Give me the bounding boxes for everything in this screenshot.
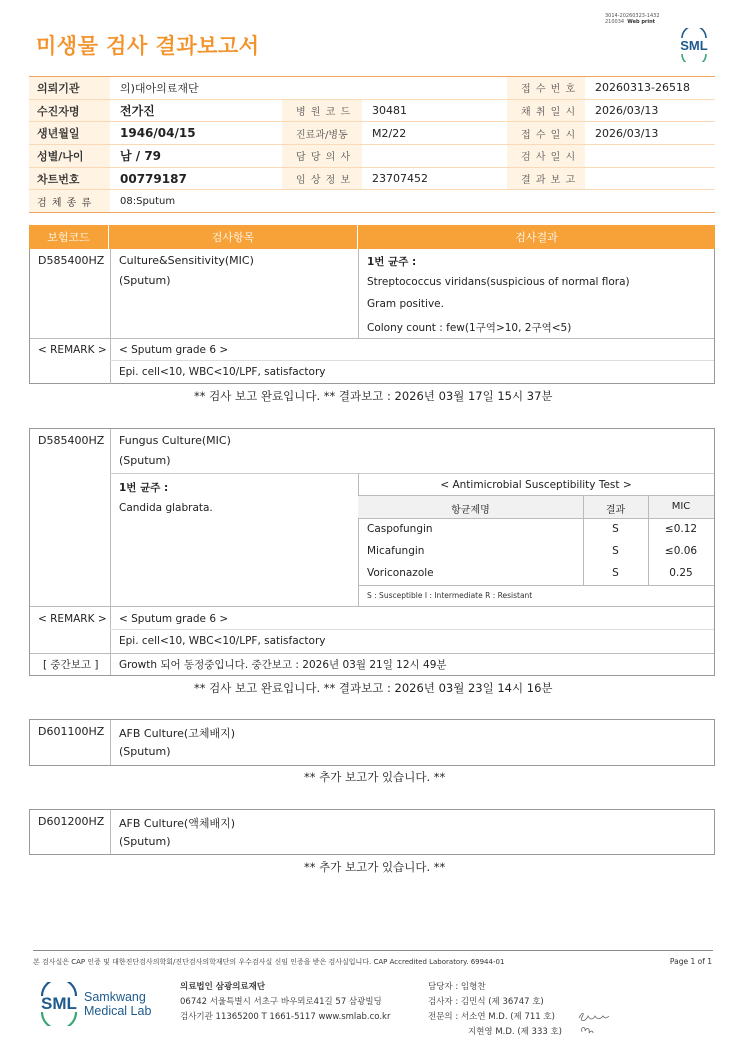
- sex-age-label: 성별/나이: [29, 145, 110, 167]
- ast-table: [358, 473, 714, 607]
- ast-col-drug: 항균제명: [451, 505, 490, 516]
- block2-organism: Candida glabrata.: [119, 502, 213, 514]
- logo-name-line2: Medical Lab: [84, 1004, 152, 1018]
- samkwang-wordmark: [84, 990, 151, 1018]
- patient-name-label: 수진자명: [29, 100, 110, 122]
- ast-drug: Voriconazole: [367, 567, 434, 579]
- signature-icon: [576, 1008, 612, 1038]
- receipt-no-value: 20260313-26518: [595, 81, 690, 95]
- collect-date-label: 채 취 일 시: [507, 100, 585, 122]
- block2-remark-detail: Epi. cell<10, WBC<10/LPF, satisfactory: [119, 635, 326, 647]
- document-code: [605, 13, 660, 25]
- ast-drug: Micafungin: [367, 545, 425, 557]
- ast-result: S: [612, 545, 619, 557]
- test-date-value: [585, 145, 715, 167]
- specimen-value: 08:Sputum: [120, 195, 176, 207]
- ast-mic: 0.25: [669, 567, 693, 579]
- block2-report-status: ** 검사 보고 완료입니다. ** 결과보고 : 2026년 03월 23일 14시 16분: [194, 681, 553, 695]
- block2-interim-text: Growth 되어 동정중입니다. 중간보고 : 2026년 03월 21일 12시 49분: [119, 659, 447, 671]
- chart-no-label: 차트번호: [29, 168, 110, 190]
- block1-remark-grade: < Sputum grade 6 >: [119, 344, 229, 356]
- ast-row: [358, 563, 714, 585]
- document-code-line1: 3014-20260323-1432: [605, 13, 660, 19]
- page-number: Page 1 of 1: [669, 957, 712, 966]
- block2-item-specimen: (Sputum): [119, 454, 171, 467]
- requester-label: 의뢰기관: [29, 77, 110, 99]
- report-value: [585, 168, 715, 190]
- ast-drug: Caspofungin: [367, 523, 433, 535]
- block1-strain-label: 1번 균주 :: [367, 256, 417, 268]
- block2-strain-label: 1번 균주 :: [119, 482, 169, 494]
- dob-value: 1946/04/15: [120, 126, 196, 141]
- ast-result: S: [612, 523, 619, 535]
- dob-label: 생년월일: [29, 122, 110, 144]
- patient-info-table: [29, 76, 715, 213]
- sml-logo-icon: [676, 28, 712, 62]
- block1-item-specimen: (Sputum): [119, 274, 171, 287]
- staff-info: [428, 980, 562, 1040]
- requester-value: 의)대아의료재단: [120, 81, 199, 95]
- company-contact: 검사기관 11365200 T 1661-5117 www.smlab.co.kr: [180, 1012, 391, 1022]
- clinical-info-label: 임 상 정 보: [282, 168, 362, 190]
- collect-date-value: 2026/03/13: [595, 104, 659, 118]
- result-block-culture-sensitivity: [29, 249, 715, 384]
- ast-result: S: [612, 567, 619, 579]
- patient-name-value: 전가진: [120, 104, 155, 119]
- sml-mark-text: SML: [41, 994, 77, 1013]
- block1-remark-label: < REMARK >: [38, 344, 107, 356]
- block3-item-name: AFB Culture(고체배지): [119, 727, 236, 740]
- cap-accreditation-note: 본 검사실은 CAP 인증 및 대한진단검사의학회/진단검사의학재단의 우수검사실 신임 인증을 받은 검사실입니다. CAP Accredited Laboratory. 69944-01: [33, 958, 505, 966]
- logo-name-line1: Samkwang: [84, 990, 146, 1004]
- ast-header-row: [358, 496, 714, 518]
- result-block-afb-liquid: [29, 809, 715, 855]
- block3-item-specimen: (Sputum): [119, 745, 171, 758]
- document-code-number: 210034: [605, 19, 625, 25]
- receipt-date-label: 접 수 일 시: [507, 122, 585, 144]
- block4-code: D601200HZ: [38, 815, 105, 828]
- block4-item-name: AFB Culture(액체배지): [119, 817, 236, 830]
- result-block-afb-solid: [29, 719, 715, 766]
- block2-remark-label: < REMARK >: [38, 613, 107, 625]
- ast-mic: ≤0.06: [664, 545, 698, 557]
- block1-gram: Gram positive.: [367, 298, 444, 310]
- block1-colony-count: Colony count : few(1구역>10, 2구역<5): [367, 322, 572, 334]
- staff-specialist-1: 전문의 : 서소연 M.D. (제 711 호): [428, 1012, 555, 1022]
- ast-row: [358, 541, 714, 563]
- hospital-code-value: 30481: [372, 104, 407, 118]
- staff-manager: 담당자 : 임형찬: [428, 982, 486, 992]
- ast-title: < Antimicrobial Susceptibility Test >: [440, 479, 632, 491]
- receipt-date-value: 2026/03/13: [595, 126, 659, 140]
- svg-text:SML: SML: [680, 38, 708, 53]
- company-address: 06742 서울특별시 서초구 바우뫼로41길 57 삼광빌딩: [180, 997, 382, 1007]
- ast-row: [358, 519, 714, 541]
- dept-label: 진료과/병동: [282, 122, 362, 144]
- report-label: 결 과 보 고: [507, 168, 585, 190]
- doctor-label: 담 당 의 사: [282, 145, 362, 167]
- header-insurance-code: 보험코드: [29, 225, 109, 249]
- ast-col-mic: MIC: [671, 501, 691, 512]
- block1-remark-detail: Epi. cell<10, WBC<10/LPF, satisfactory: [119, 366, 326, 378]
- web-print-tag: Web print: [627, 19, 656, 25]
- company-name: 의료법인 삼광의료재단: [180, 982, 266, 992]
- block4-report-status: ** 추가 보고가 있습니다. **: [304, 860, 446, 874]
- ast-legend: S : Susceptible I : Intermediate R : Resistant: [367, 591, 533, 600]
- ast-col-result: 결과: [605, 505, 626, 516]
- report-title: 미생물 검사 결과보고서: [36, 34, 260, 58]
- dept-value: M2/22: [372, 126, 407, 140]
- block2-remark-grade: < Sputum grade 6 >: [119, 613, 229, 625]
- ast-mic: ≤0.12: [664, 523, 698, 535]
- block2-interim-label: [ 중간보고 ]: [43, 659, 99, 671]
- result-block-fungus-culture: [29, 428, 715, 676]
- samkwang-logo: [36, 982, 166, 1026]
- hospital-code-label: 병 원 코 드: [282, 100, 362, 122]
- header-test-item: 검사항목: [109, 225, 358, 249]
- block4-item-specimen: (Sputum): [119, 835, 171, 848]
- company-info: [180, 980, 390, 1025]
- test-date-label: 검 사 일 시: [507, 145, 585, 167]
- block1-organism: Streptococcus viridans(suspicious of normal flora): [367, 276, 630, 288]
- clinical-info-value: 23707452: [372, 172, 428, 186]
- block2-code: D585400HZ: [38, 434, 105, 447]
- staff-specialist-2: 지현영 M.D. (제 333 호): [468, 1027, 563, 1037]
- staff-tester: 검사자 : 김민식 (제 36747 호): [428, 997, 544, 1007]
- doctor-value: [362, 145, 507, 167]
- block1-item-name: Culture&Sensitivity(MIC): [119, 254, 254, 267]
- sex-age-value: 남 / 79: [120, 149, 162, 164]
- result-table-header: [29, 225, 715, 249]
- block1-report-status: ** 검사 보고 완료입니다. ** 결과보고 : 2026년 03월 17일 15시 37분: [194, 389, 553, 403]
- block2-item-name: Fungus Culture(MIC): [119, 434, 231, 447]
- block3-code: D601100HZ: [38, 725, 105, 738]
- chart-no-value: 00779187: [120, 171, 187, 186]
- block3-report-status: ** 추가 보고가 있습니다. **: [304, 770, 446, 784]
- header-test-result: 검사결과: [515, 231, 558, 244]
- specimen-label: 검 체 종 류: [29, 190, 110, 212]
- block1-code: D585400HZ: [38, 254, 105, 267]
- receipt-no-label: 접 수 번 호: [507, 77, 585, 99]
